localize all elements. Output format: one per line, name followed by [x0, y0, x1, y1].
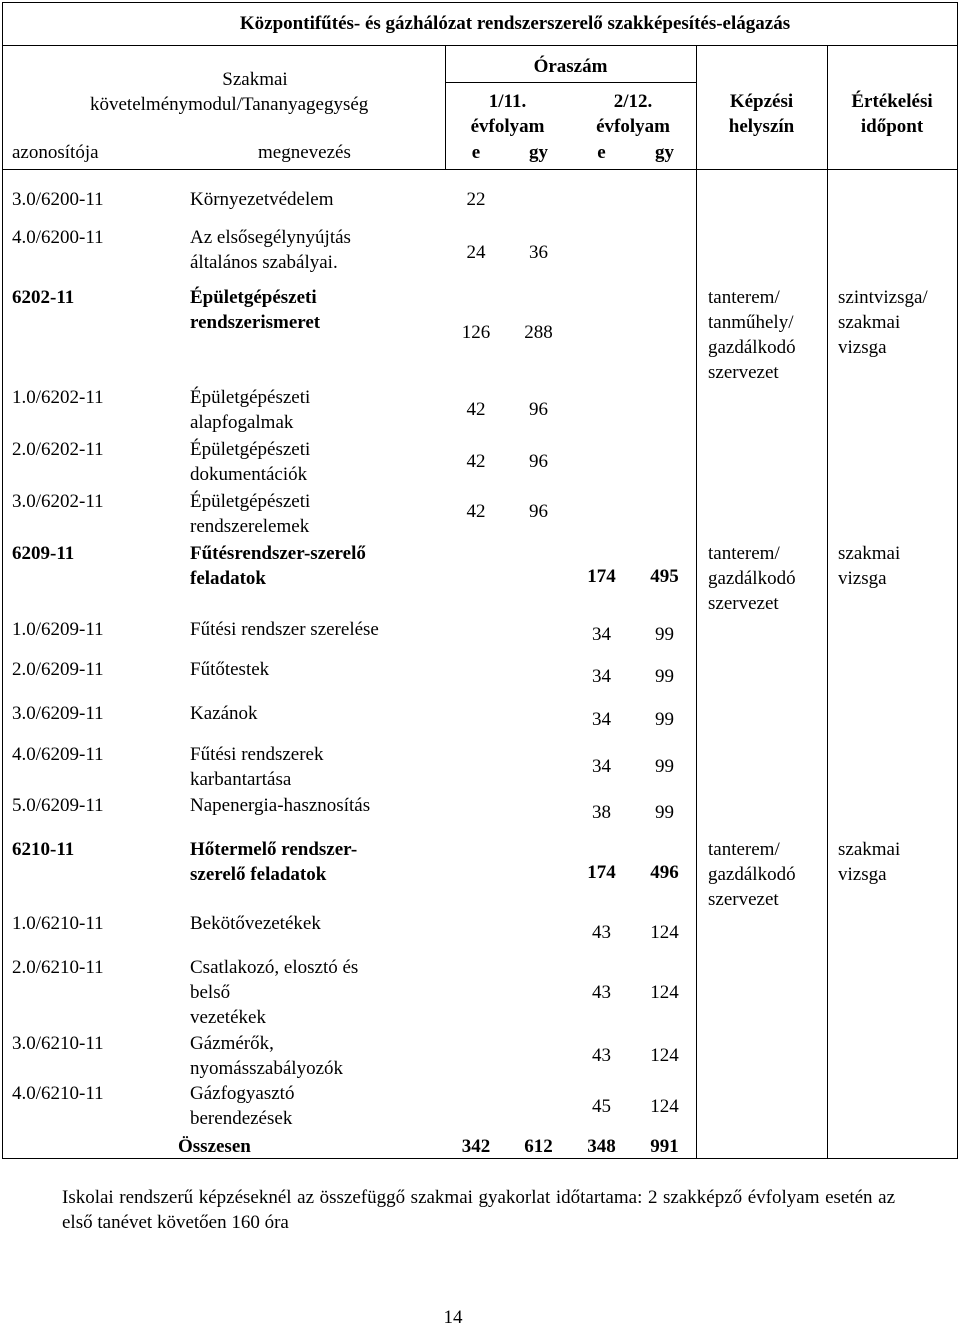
row-id: 2.0/6210-11 [12, 957, 104, 978]
place-text: tanterem/ [708, 287, 780, 308]
border-left [2, 2, 3, 1159]
row-hours-e2: 43 [592, 922, 611, 943]
row-id: 6209-11 [12, 543, 75, 564]
grade2-header: 2/12. [613, 91, 653, 112]
total-label: Összesen [178, 1136, 251, 1157]
row-hours-e1: 24 [466, 242, 486, 263]
table-title: Központifűtés- és gázhálózat rendszerszerelő szakképesítés-elágazás [239, 13, 791, 34]
row-id: 1.0/6210-11 [12, 913, 104, 934]
row-name: rendszerelemek [190, 516, 310, 537]
place-text: szervezet [708, 593, 779, 614]
total-practice2: 991 [650, 1136, 679, 1157]
footnote: Iskolai rendszerű képzéseknél az összefüggő szakmai gyakorlat időtartama: 2 szakképző évfolyam esetén az első tanévet követően 160 óra [62, 1187, 895, 1233]
place-text: szervezet [708, 889, 779, 910]
row-hours-e1: 42 [466, 399, 486, 420]
eval-text: szakmai [838, 543, 901, 564]
row-id: 4.0/6200-11 [12, 227, 104, 248]
header-divider [2, 45, 958, 46]
row-name: Bekötővezetékek [190, 913, 321, 934]
row-name: Környezetvédelem [190, 189, 334, 210]
theory1-header: e [471, 142, 481, 163]
place-text: szervezet [708, 362, 779, 383]
header-bottom [2, 169, 958, 170]
row-hours-gy1: 36 [529, 242, 548, 263]
row-hours-e2: 174 [587, 862, 616, 883]
row-id: 3.0/6200-11 [12, 189, 104, 210]
id-column-header: azonosítója [12, 142, 99, 163]
place-text: tanműhely/ [708, 312, 794, 333]
row-hours-gy2: 496 [650, 862, 679, 883]
row-hours-gy2: 495 [650, 566, 679, 587]
module-heading: Szakmai [222, 69, 288, 90]
eval-header: Értékelési [851, 91, 933, 112]
row-name: Épületgépészeti [190, 439, 311, 460]
row-hours-gy2: 124 [650, 1096, 679, 1117]
theory2-header: e [597, 142, 606, 163]
row-hours-e2: 43 [592, 1045, 611, 1066]
row-hours-e2: 34 [592, 624, 611, 645]
row-name: Hőtermelő rendszer- [190, 839, 358, 860]
place-text: gazdálkodó [708, 864, 796, 885]
row-hours-e2: 174 [587, 566, 616, 587]
row-hours-e1: 126 [461, 322, 491, 343]
row-hours-e2: 43 [592, 982, 611, 1003]
row-hours-e2: 34 [592, 756, 611, 777]
row-id: 4.0/6209-11 [12, 744, 104, 765]
total-theory2: 348 [587, 1136, 616, 1157]
row-name: Fűtésrendszer-szerelő [190, 543, 366, 564]
place-text: gazdálkodó [708, 568, 796, 589]
row-name: Csatlakozó, elosztó és [190, 957, 359, 978]
row-id: 3.0/6210-11 [12, 1033, 104, 1054]
row-name: dokumentációk [190, 464, 308, 485]
row-name: berendezések [190, 1108, 293, 1129]
row-hours-gy2: 99 [655, 624, 674, 645]
row-name: nyomásszabályozók [190, 1058, 344, 1079]
grade1-header: 1/11. [488, 91, 527, 112]
row-hours-e2: 34 [592, 709, 611, 730]
row-id: 1.0/6209-11 [12, 619, 104, 640]
eval-text: vizsga [838, 568, 887, 589]
row-name: Fűtőtestek [190, 659, 270, 680]
row-hours-e1: 22 [466, 189, 486, 210]
col-divider-place [696, 45, 697, 1159]
row-name: Gázmérők, [190, 1033, 274, 1054]
row-name: alapfogalmak [190, 412, 294, 433]
row-hours-gy1: 96 [529, 451, 548, 472]
row-id: 2.0/6202-11 [12, 439, 104, 460]
row-hours-e2: 34 [592, 666, 611, 687]
eval-header-2: időpont [860, 116, 924, 137]
row-hours-gy2: 124 [650, 922, 679, 943]
row-id: 3.0/6202-11 [12, 491, 104, 512]
row-hours-e1: 42 [466, 451, 486, 472]
place-header-2: helyszín [728, 116, 795, 137]
row-name: belső [190, 982, 231, 1003]
eval-text: vizsga [838, 337, 887, 358]
row-name: Gázfogyasztó [190, 1083, 295, 1104]
row-hours-gy2: 124 [650, 982, 679, 1003]
row-hours-e2: 38 [592, 802, 611, 823]
row-name: Kazánok [190, 703, 258, 724]
row-id: 5.0/6209-11 [12, 795, 104, 816]
row-id: 6202-11 [12, 287, 75, 308]
row-hours-e1: 42 [466, 501, 486, 522]
place-text: tanterem/ [708, 543, 780, 564]
row-id: 4.0/6210-11 [12, 1083, 104, 1104]
row-hours-e2: 45 [592, 1096, 611, 1117]
page-number: 14 [443, 1307, 463, 1328]
place-header: Képzési [729, 91, 794, 112]
row-name: Épületgépészeti [190, 491, 311, 512]
row-hours-gy1: 96 [529, 399, 548, 420]
row-name: Fűtési rendszer szerelése [190, 619, 379, 640]
place-text: gazdálkodó [708, 337, 796, 358]
grade2-year: évfolyam [596, 116, 670, 137]
row-name: karbantartása [190, 769, 292, 790]
eval-text: szintvizsga/ [838, 287, 928, 308]
row-hours-gy2: 99 [655, 666, 674, 687]
total-practice1: 612 [524, 1136, 553, 1157]
row-name: Az elsősegélynyújtás [190, 227, 351, 248]
row-name: feladatok [190, 568, 266, 589]
row-hours-gy1: 288 [524, 322, 553, 343]
practice1-header: gy [529, 142, 548, 163]
row-name: Fűtési rendszerek [190, 744, 324, 765]
row-name: szerelő feladatok [190, 864, 327, 885]
row-id: 1.0/6202-11 [12, 387, 104, 408]
border-top [2, 2, 958, 3]
col-divider-eval [827, 45, 828, 1159]
name-column-header: megnevezés [258, 142, 351, 163]
row-id: 3.0/6209-11 [12, 703, 104, 724]
eval-text: szakmai [838, 312, 901, 333]
module-subheading: követelménymodul/Tananyagegység [90, 94, 369, 115]
row-hours-gy2: 99 [655, 802, 674, 823]
row-hours-gy2: 124 [650, 1045, 679, 1066]
hours-header: Óraszám [533, 56, 608, 77]
place-text: tanterem/ [708, 839, 780, 860]
eval-text: szakmai [838, 839, 901, 860]
practice2-header: gy [655, 142, 674, 163]
row-name: Napenergia-hasznosítás [190, 795, 371, 816]
border-right [957, 2, 958, 1159]
row-id: 6210-11 [12, 839, 75, 860]
row-id: 2.0/6209-11 [12, 659, 104, 680]
row-hours-gy2: 99 [655, 756, 674, 777]
total-theory1: 342 [461, 1136, 491, 1157]
eval-text: vizsga [838, 864, 887, 885]
row-name: vezetékek [190, 1007, 266, 1028]
row-name: Épületgépészeti [190, 287, 317, 308]
row-name: rendszerismeret [190, 312, 321, 333]
row-name: általános szabályai. [190, 252, 338, 273]
row-name: Épületgépészeti [190, 387, 311, 408]
hours-divider [445, 82, 696, 83]
grade1-year: évfolyam [470, 116, 545, 137]
row-hours-gy1: 96 [529, 501, 548, 522]
row-hours-gy2: 99 [655, 709, 674, 730]
